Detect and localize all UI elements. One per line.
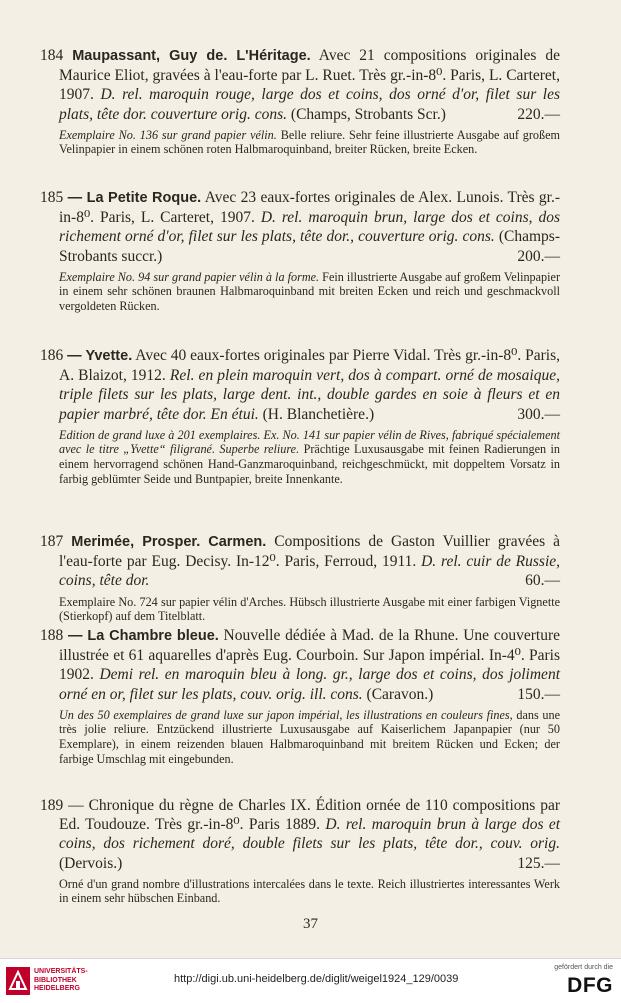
entry-price: 220.— [517,105,560,123]
library-name[interactable]: UNIVERSITÄTS- BIBLIOTHEK HEIDELBERG [34,968,88,992]
entry-note: Edition de grand luxe à 201 exemplaires. Ex. No. 141 sur papier vélin de Rives, fabriqué spécialement avec le titre „Yvette“ filigrané. Superbe reliure. Prächtige Luxusausgabe mit feinen Radierungen in einem hervorragend schönen Hand-Ganzmaroquinband, reichgeschmückt, mit doppeltem Vorsatz in farbig geblümter Seide und Buntpapier, breite Innenkante. [59,427,561,486]
page-number: 37 [303,916,318,932]
entry-price: 200.— [517,247,560,265]
catalog-entry-187 [40,532,560,624]
entry-binding: D. rel. maroquin brun à large dos et coins, dos richement doré, double filets sur les plats, tête dor., couv. orig. [59,816,561,853]
entry-description: Avec 23 eaux-fortes originales de Alex. Lunois. Très gr.-in-8⁰. Paris, L. Carteret, 1907. [59,189,560,227]
entry-price: 125.— [517,854,560,872]
catalog-entry-189 [40,796,560,906]
entry-number: 186 [40,347,64,364]
entry-number: 184 [40,47,64,64]
entry-author: — La Petite Roque. [67,190,202,206]
entry-binder: (Caravon.) [366,685,434,703]
entry-description: Compositions de Gaston Vuillier gravées à l'eau-forte par Eug. Decisy. In-12⁰. Paris, Ferroud, 1911. [59,533,561,571]
entry-binder: (Champs-Strobants succr.) [59,228,560,265]
entry-number: 188 [40,627,64,644]
entry-title: — Chronique du règne de Charles IX. [68,797,311,814]
entry-author: — Yvette. [67,348,133,364]
permalink-url[interactable]: http://digi.ub.uni-heidelberg.de/diglit/weigel1924_129/0039 [174,973,459,985]
entry-binding: D. rel. maroquin rouge, large dos et coins, dos orné d'or, filet sur les plats, tête dor. couverture orig. cons. [59,86,560,123]
entry-binder: (Dervois.) [59,854,123,872]
entry-number: 185 [40,189,64,206]
viewer-footer [0,958,621,1003]
entry-note: Exemplaire No. 136 sur grand papier vélin. Belle reliure. Sehr feine illustrierte Ausgabe auf großem Velinpapier in einem schönen roten Halbmaroquinband, breiter Rücken, breite Ecken. [59,127,561,157]
entry-note: Exemplaire No. 94 sur grand papier vélin à la forme. Fein illustrierte Ausgabe auf großem Velinpapier in einem sehr schönen braunen Halbmaroquinband mit breiten Ecken und reich und geschmackvoll vergoldeten Rücken. [59,269,561,313]
entry-binding: D. rel. maroquin brun, large dos et coins, dos richement orné d'or, filet sur les plats, tête dor., couverture orig. cons. [59,209,561,246]
entry-binding: D. rel. cuir de Russie, coins, tête dor. [59,553,561,590]
entry-price: 300.— [517,405,560,423]
entry-binding: Rel. en plein maroquin vert, dos à compart. orné de mosaique, triple filets sur les plats, large dent. int., double gardes en soie à fleurs et en papier marbré, tête dor. En étui. [59,367,560,423]
catalog-entry-185 [40,188,560,314]
catalog-entry-186 [40,346,560,486]
catalog-entry-184 [40,46,560,157]
entry-note: Un des 50 exemplaires de grand luxe sur japon impérial, les illustrations en couleurs fines, dans une très jolie reliure. Entzückend illustrierte Luxusausgabe auf Kaiserlichem Japanpapier (nur 50 Exemplare), in einem reizenden blauen Halbmaroquinband mit breitem Rücken und Ecken; der farbige Umschlag mit eingebunden. [59,707,560,766]
dfg-logo[interactable]: DFG [567,974,613,997]
catalog-entry-188 [40,626,560,766]
entry-price: 60.— [525,572,560,590]
entry-author: Maupassant, Guy de. [72,48,228,64]
entry-binder: (Champs, Strobants Scr.) [290,105,446,123]
entry-note: Exemplaire No. 724 sur papier vélin d'Arches. Hübsch illustrierte Ausgabe mit einer farbigen Vignette (Stierkopf) auf dem Titelblatt. [59,594,560,624]
entry-number: 187 [40,533,64,550]
entry-title: Carmen. [208,534,267,550]
entry-description: Avec 21 compositions originales de Maurice Eliot, gravées à l'eau-forte par L. Ruet. Très gr.-in-8⁰. Paris, L. Carteret, 1907. [59,47,561,104]
entry-description: Édition ornée de 110 compositions par Ed. Toudouze. Très gr.-in-8⁰. Paris 1889. [59,797,561,834]
entry-note: Orné d'un grand nombre d'illustrations intercalées dans le texte. Reich illustriertes interessantes Werk in einem sehr hübschen Einband. [59,876,560,906]
entry-description: Nouvelle dédiée à Mad. de la Rhune. Une couverture illustrée et 61 aquarelles d'après Eug. Courboin. Sur Japon impérial. In-4⁰. Paris 1902. [59,627,561,684]
entry-number: 189 [40,797,64,814]
entry-title: L'Héritage. [236,48,311,64]
entry-price: 150.— [517,685,560,703]
library-logo-icon[interactable] [6,967,30,995]
entry-description: Avec 40 eaux-fortes originales par Pierre Vidal. Très gr.-in-8⁰. Paris, A. Blaizot, 1912. [59,347,561,385]
entry-binding: Demi rel. en maroquin bleu à long. gr., large dos et coins, dos joliment orné en or, filet sur les plats, couv. orig. ill. cons. [59,666,560,703]
entry-author: — La Chambre bleue. [67,628,219,644]
entry-author: Merimée, Prosper. [71,534,201,550]
entry-binder: (H. Blanchetière.) [262,405,375,423]
funder-label: gefördert durch die [554,964,613,971]
